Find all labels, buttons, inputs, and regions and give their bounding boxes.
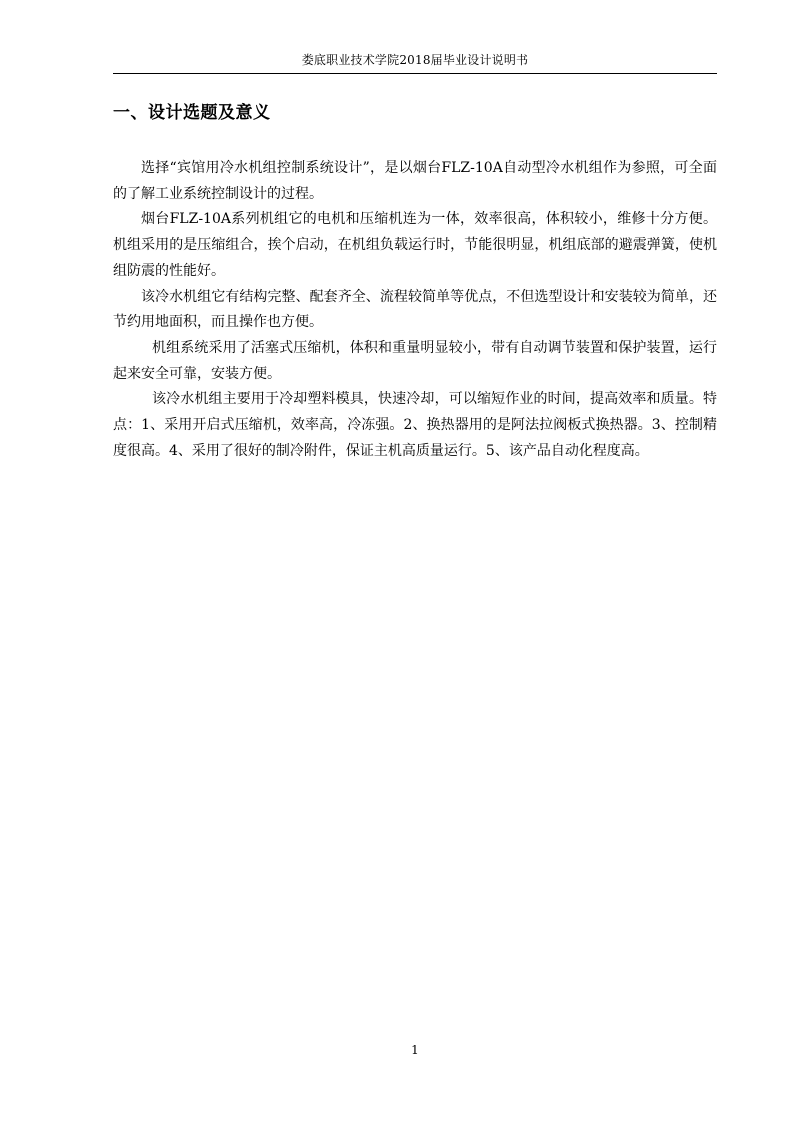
page-header: 娄底职业技术学院2018届毕业设计说明书 (301, 53, 529, 67)
paragraph-4: 机组系统采用了活塞式压缩机，体积和重量明显较小，带有自动调节装置和保护装置，运行起来安全可靠，安装方便。 (113, 339, 717, 382)
paragraph-2: 烟台FLZ-10A系列机组它的电机和压缩机连为一体，效率很高，体积较小，维修十分方便。机组采用的是压缩组合，挨个启动，在机组负载运行时，节能很明显，机组底部的避震弹簧，使机组防震的性能好。 (113, 211, 717, 279)
body-text (113, 156, 717, 464)
paragraph-5: 该冷水机组主要用于冷却塑料模具，快速冷却，可以缩短作业的时间，提高效率和质量。特点：1、采用开启式压缩机，效率高，冷冻强。2、换热器用的是阿法拉阀板式换热器。3、控制精度很高。4、采用了很好的制冷附件，保证主机高质量运行。5、该产品自动化程度高。 (113, 391, 717, 459)
section-title: 一、设计选题及意义 (113, 103, 271, 123)
paragraph-1: 选择“宾馆用冷水机组控制系统设计”，是以烟台FLZ-10A自动型冷水机组作为参照，可全面的了解工业系统控制设计的过程。 (113, 160, 717, 202)
header-rule (113, 73, 717, 74)
paragraph-3: 该冷水机组它有结构完整、配套齐全、流程较简单等优点，不但选型设计和安装较为简单，还节约用地面积，而且操作也方便。 (113, 288, 717, 331)
page-number: 1 (411, 1043, 419, 1057)
